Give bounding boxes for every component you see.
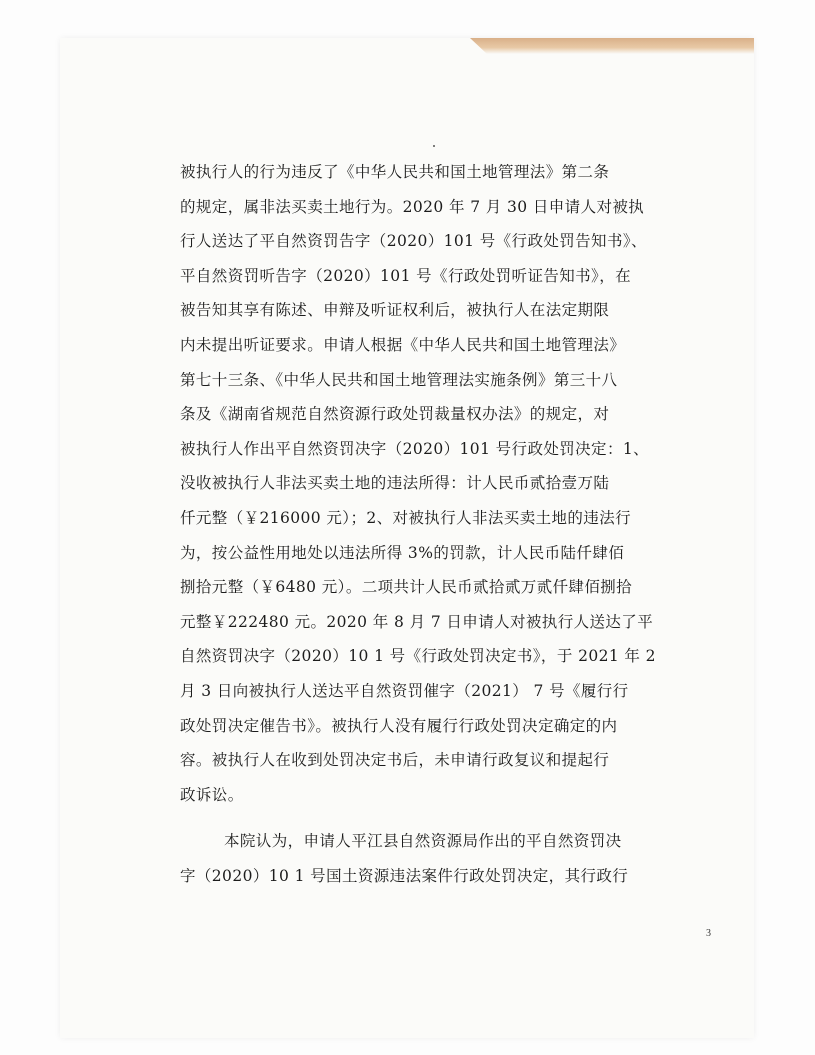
scan-speck <box>433 145 435 147</box>
text-line: 第七十三条、《中华人民共和国土地管理法实施条例》第三十八 <box>180 370 618 389</box>
text-line: 行人送达了平自然资罚告字（2020）101 号《行政处罚告知书》、 <box>180 232 647 251</box>
text-line: 本院认为，申请人平江县自然资源局作出的平自然资罚决 <box>224 832 622 851</box>
text-line: 自然资罚决字（2020）10 1 号《行政处罚决定书》，于 2021 年 2 <box>180 647 656 666</box>
paragraph-spacer <box>180 812 720 824</box>
text-line: 捌拾元整（￥6480 元）。二项共计人民币贰拾贰万贰仟肆佰捌拾 <box>180 578 633 597</box>
text-line: 被执行人作出平自然资罚决字（2020）101 号行政处罚决定：1、 <box>180 439 650 458</box>
text-line: 政处罚决定催告书》。被执行人没有履行行政处罚决定确定的内 <box>180 716 618 735</box>
text-line: 被执行人的行为违反了《中华人民共和国土地管理法》第二条 <box>180 163 610 181</box>
document-body <box>180 155 720 893</box>
text-line: 平自然资罚听告字（2020）101 号《行政处罚听证告知书》，在 <box>180 266 632 285</box>
text-line: 元整￥222480 元。2020 年 8 月 7 日申请人对被执行人送达了平 <box>180 612 654 631</box>
paper-fold-strip <box>470 38 754 54</box>
text-line: 月 3 日向被执行人送达平自然资罚催字（2021） 7 号《履行行 <box>180 681 629 700</box>
text-line: 内未提出听证要求。申请人根据《中华人民共和国土地管理法》 <box>180 335 626 354</box>
paragraph-2 <box>180 824 720 893</box>
page-number: 3 <box>706 928 711 939</box>
text-line: 的规定，属非法买卖土地行为。2020 年 7 月 30 日申请人对被执 <box>180 197 645 216</box>
text-line: 容。被执行人在收到处罚决定书后，未申请行政复议和提起行 <box>180 751 610 770</box>
text-line: 政诉讼。 <box>180 785 244 804</box>
text-line: 为，按公益性用地处以违法所得 3%的罚款，计人民币陆仟肆佰 <box>180 543 625 562</box>
text-line: 被告知其享有陈述、申辩及听证权利后，被执行人在法定期限 <box>180 301 610 320</box>
paragraph-1 <box>180 155 720 812</box>
text-line: 仟元整（￥216000 元）；2、对被执行人非法买卖土地的违法行 <box>180 508 632 527</box>
text-line: 没收被执行人非法买卖土地的违法所得：计人民币贰拾壹万陆 <box>180 474 610 493</box>
text-line: 字（2020）10 1 号国土资源违法案件行政处罚决定，其行政行 <box>180 866 629 885</box>
text-line: 条及《湖南省规范自然资源行政处罚裁量权办法》的规定，对 <box>180 405 610 424</box>
